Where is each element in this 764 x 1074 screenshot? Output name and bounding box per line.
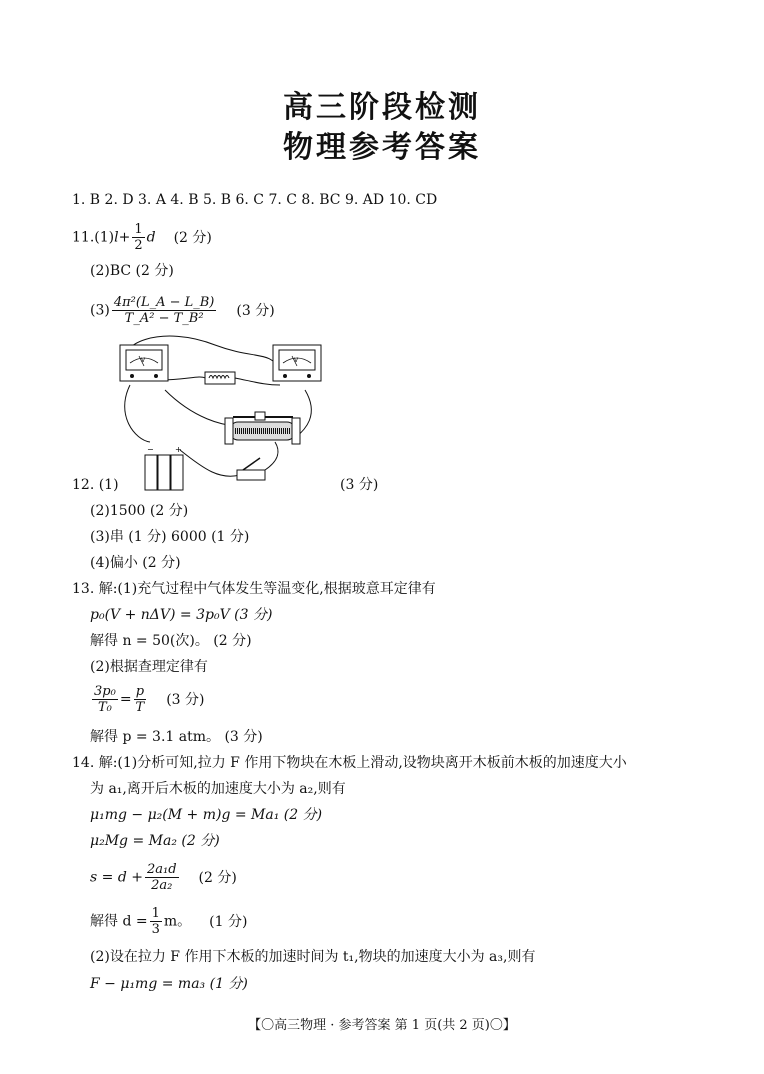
q13-eq: = (119, 691, 132, 708)
q11-p1-var-d: d (146, 229, 156, 246)
q13-frac2-den: T (135, 700, 145, 715)
voltmeter-2 (273, 345, 321, 381)
q13-l5-score: (3 分) (166, 691, 205, 708)
q14-line6 (90, 906, 247, 937)
q14-l5-num: 2a₁d (146, 862, 177, 877)
svg-text:−: − (147, 445, 154, 454)
coil-resistor (205, 372, 235, 384)
page-footer: 【〇高三物理 · 参考答案 第 1 页(共 2 页)〇】 (248, 1018, 516, 1033)
q14-l6-score: (1 分) (209, 913, 248, 930)
q13-frac1-den: T₀ (97, 700, 112, 715)
q14-l5-pre: s = d + (90, 869, 143, 886)
q11-p3-fraction (112, 295, 217, 326)
q11-p1-num: 1 (134, 222, 143, 237)
q11-p1-label: (1) (94, 229, 115, 246)
q14-l5-score: (2 分) (198, 869, 237, 886)
title-sub: 物理参考答案 (283, 130, 481, 165)
q11-number: 11. (72, 229, 95, 246)
q11-p3-num: 4π²(L_A − L_B) (113, 295, 215, 310)
q13-line3: 解得 n = 50(次)。 (2 分) (90, 633, 252, 649)
q13-line6: 解得 p = 3.1 atm。 (3 分) (90, 729, 263, 745)
wire-meter-rheostat (165, 390, 230, 425)
circuit-diagram (105, 330, 335, 495)
voltmeter-1 (120, 345, 168, 381)
q11-p1-plus: + (118, 229, 131, 246)
q13-frac2-num: p (134, 684, 147, 700)
q11-p1-score: (2 分) (173, 229, 212, 246)
q11-part3 (90, 295, 275, 326)
q14-l6-post: m。 (163, 913, 192, 930)
q14-line2: 为 a₁,离开后木板的加速度大小为 a₂,则有 (90, 781, 346, 797)
q14-line4: μ₂Mg = Ma₂ (2 分) (90, 833, 220, 849)
svg-text:+: + (175, 445, 182, 454)
q12-part2: (2)1500 (2 分) (90, 503, 189, 519)
q11-p1-den: 2 (134, 238, 143, 253)
q11-p1-fraction (132, 222, 144, 253)
q13-line5 (90, 684, 205, 715)
q14-line7: (2)设在拉力 F 作用下木板的加速时间为 t₁,物块的加速度大小为 a₃,则有 (90, 949, 536, 965)
q13-line4: (2)根据查理定律有 (90, 659, 208, 675)
q14-l5-den: 2a₂ (151, 878, 173, 893)
q13-line1: 13. 解:(1)充气过程中气体发生等温变化,根据玻意耳定律有 (72, 581, 436, 597)
q12-part4: (4)偏小 (2 分) (90, 555, 181, 571)
q14-line1: 14. 解:(1)分析可知,拉力 F 作用下物块在木板上滑动,设物块离开木板前木板的加速度大小 (72, 755, 627, 771)
voltmeter-1-label: V (141, 357, 146, 364)
q11-part1 (72, 222, 212, 253)
rheostat (225, 412, 300, 444)
q12-part3: (3)串 (1 分) 6000 (1 分) (90, 529, 250, 545)
q12-p1-score: (3 分) (340, 477, 379, 493)
q14-l5-frac (145, 862, 179, 893)
q14-l6-frac (150, 906, 162, 937)
q11-part2: (2)BC (2 分) (90, 263, 174, 279)
q11-p3-label: (3) (90, 302, 110, 319)
wire-left-battery (125, 385, 150, 442)
q13-frac2 (134, 684, 147, 715)
q13-frac1-num: 3p₀ (94, 684, 116, 699)
q14-l6-pre: 解得 d = (90, 913, 148, 930)
battery (145, 445, 183, 490)
q14-l6-num: 1 (151, 906, 160, 921)
q14-line8: F − μ₁mg = ma₃ (1 分) (90, 976, 248, 992)
switch (237, 458, 265, 480)
q13-frac1 (92, 684, 118, 715)
q11-p3-score: (3 分) (236, 302, 275, 319)
q14-line5 (90, 862, 237, 893)
q11-p1-var-l: l (114, 229, 119, 246)
q14-l6-den: 3 (151, 922, 160, 937)
q13-line2: p₀(V + nΔV) = 3p₀V (3 分) (90, 607, 273, 623)
wire-switch-rheostat (265, 442, 278, 470)
mc-answers: 1. B 2. D 3. A 4. B 5. B 6. C 7. C 8. BC 9. AD 10. CD (72, 192, 438, 208)
voltmeter-2-label: V (294, 357, 299, 364)
q12-part1: 12. (1) (72, 477, 119, 493)
q11-p3-den: T_A² − T_B² (124, 311, 204, 326)
title-main: 高三阶段检测 (283, 90, 481, 125)
wire-battery-switch (180, 450, 240, 476)
q14-line3: μ₁mg − μ₂(M + m)g = Ma₁ (2 分) (90, 807, 323, 823)
